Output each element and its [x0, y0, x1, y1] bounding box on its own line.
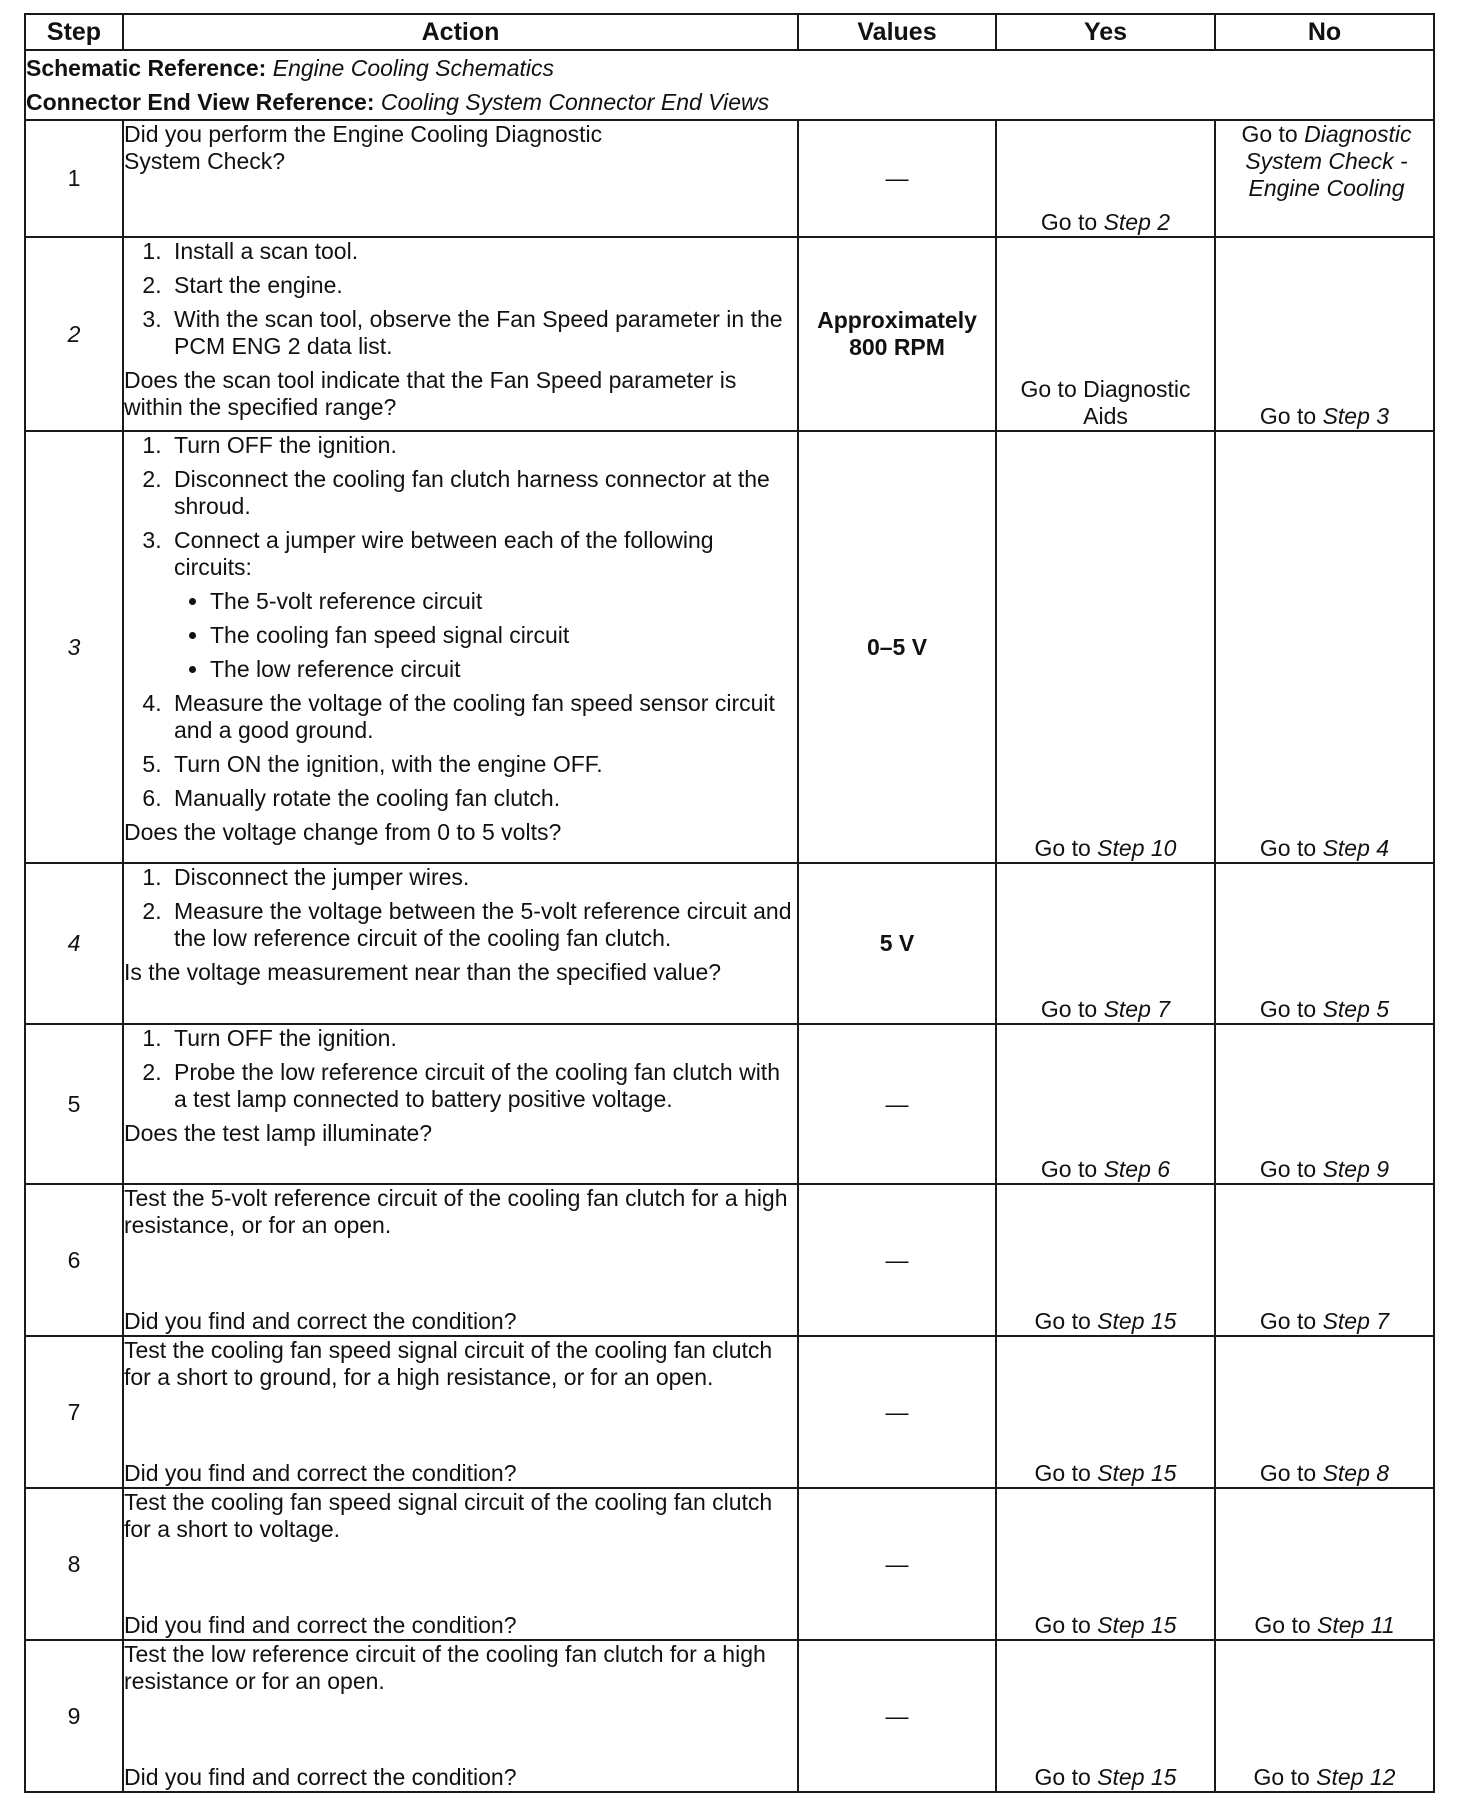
header-action: Action: [123, 14, 798, 50]
table-row: [25, 863, 1434, 1024]
step-number: 4: [25, 863, 123, 1024]
step-number: 5: [25, 1024, 123, 1184]
action-steps: 1. Turn OFF the ignition. 2. Probe the low reference circuit of the cooling fan clutch with a test lamp connected to battery positive voltage.: [124, 1025, 797, 1113]
action-steps: 1. Turn OFF the ignition. 2. Disconnect the cooling fan clutch harness connector at the shroud. 3. Connect a jumper wire between each of the following circuits: • The 5-volt reference circuit • The cooling fan speed signal circuit • The low reference circuit 4. Measure the voltage of the cooling fan speed sensor circuit and a good ground. 5. Turn ON the ignition, with the engine OFF. 6. Manually rotate the cooling fan clutch.: [124, 432, 797, 812]
value-cell: —: [798, 1640, 996, 1792]
action-cell: Test the cooling fan speed signal circuit of the cooling fan clutch for a short to ground, for a high resistance, or for an open. Did you find and correct the condition?: [123, 1336, 798, 1488]
value-cell: 5 V: [798, 863, 996, 1024]
value-cell: —: [798, 1488, 996, 1640]
table-row: [25, 237, 1434, 431]
value-cell: —: [798, 1184, 996, 1336]
action-steps: 1. Install a scan tool. 2. Start the engine. 3. With the scan tool, observe the Fan Speed parameter in the PCM ENG 2 data list.: [124, 238, 797, 360]
value-cell: Approximately 800 RPM: [798, 237, 996, 431]
step-number: 2: [25, 237, 123, 431]
yes-cell[interactable]: Go to Step 10: [996, 431, 1215, 863]
action-cell: Did you perform the Engine Cooling Diagnostic System Check?: [123, 120, 798, 237]
no-cell[interactable]: Go to Step 9: [1215, 1024, 1434, 1184]
action-cell: Test the low reference circuit of the cooling fan clutch for a high resistance or for an open. Did you find and correct the condition?: [123, 1640, 798, 1792]
value-cell: —: [798, 1024, 996, 1184]
no-cell[interactable]: Go to Step 5: [1215, 863, 1434, 1024]
table-row: [25, 1336, 1434, 1488]
table-row: [25, 1488, 1434, 1640]
yes-cell[interactable]: Go to Step 2: [996, 120, 1215, 237]
action-cell: Test the 5-volt reference circuit of the cooling fan clutch for a high resistance, or for an open. Did you find and correct the condition?: [123, 1184, 798, 1336]
step-number: 9: [25, 1640, 123, 1792]
table-row: [25, 431, 1434, 863]
header-no: No: [1215, 14, 1434, 50]
no-cell[interactable]: Go to Step 7: [1215, 1184, 1434, 1336]
connector-reference: Connector End View Reference: Cooling System Connector End Views: [26, 89, 770, 115]
action-cell: 1. Turn OFF the ignition. 2. Disconnect the cooling fan clutch harness connector at the shroud. 3. Connect a jumper wire between each of the following circuits: • The 5-volt reference circuit • The cooling fan speed signal circuit • The low reference circuit 4. Measure the voltage of the cooling fan speed sensor circuit and a good ground. 5. Turn ON the ignition, with the engine OFF. 6. Manually rotate the cooling fan clutch. Does the voltage change from 0 to 5 volts?: [123, 431, 798, 863]
no-cell[interactable]: Go to Step 4: [1215, 431, 1434, 863]
step-number: 6: [25, 1184, 123, 1336]
no-cell[interactable]: Go to Step 8: [1215, 1336, 1434, 1488]
reference-row: [25, 50, 1434, 120]
table-row: [25, 120, 1434, 237]
yes-cell[interactable]: Go to Step 7: [996, 863, 1215, 1024]
yes-cell[interactable]: Go to Step 15: [996, 1640, 1215, 1792]
references-cell: [25, 50, 1434, 120]
header-step: Step: [25, 14, 123, 50]
action-cell: 1. Install a scan tool. 2. Start the engine. 3. With the scan tool, observe the Fan Speed parameter in the PCM ENG 2 data list. Does the scan tool indicate that the Fan Speed parameter is within the specified range?: [123, 237, 798, 431]
no-cell[interactable]: Go to Step 12: [1215, 1640, 1434, 1792]
value-cell: —: [798, 1336, 996, 1488]
step-number: 7: [25, 1336, 123, 1488]
no-cell[interactable]: Go to Diagnostic System Check - Engine Cooling: [1215, 120, 1434, 237]
circuit-list: • The 5-volt reference circuit • The cooling fan speed signal circuit • The low reference circuit: [174, 588, 797, 683]
table-row: [25, 1024, 1434, 1184]
diagnostic-table: [24, 13, 1435, 1793]
action-cell: 1. Disconnect the jumper wires. 2. Measure the voltage between the 5-volt reference circuit and the low reference circuit of the cooling fan clutch. Is the voltage measurement near than the specified value?: [123, 863, 798, 1024]
table-row: [25, 1184, 1434, 1336]
no-cell[interactable]: Go to Step 3: [1215, 237, 1434, 431]
value-cell: 0–5 V: [798, 431, 996, 863]
step-number: 8: [25, 1488, 123, 1640]
table-row: [25, 1640, 1434, 1792]
value-cell: —: [798, 120, 996, 237]
yes-cell[interactable]: Go to Diagnostic Aids: [996, 237, 1215, 431]
header-values: Values: [798, 14, 996, 50]
connector-reference-link[interactable]: Cooling System Connector End Views: [380, 89, 770, 115]
header-row: [25, 14, 1434, 50]
action-cell: Test the cooling fan speed signal circuit of the cooling fan clutch for a short to voltage. Did you find and correct the condition?: [123, 1488, 798, 1640]
header-yes: Yes: [996, 14, 1215, 50]
schematic-reference-link[interactable]: Engine Cooling Schematics: [272, 55, 555, 81]
no-cell[interactable]: Go to Step 11: [1215, 1488, 1434, 1640]
yes-cell[interactable]: Go to Step 15: [996, 1184, 1215, 1336]
yes-cell[interactable]: Go to Step 6: [996, 1024, 1215, 1184]
yes-cell[interactable]: Go to Step 15: [996, 1336, 1215, 1488]
action-cell: 1. Turn OFF the ignition. 2. Probe the low reference circuit of the cooling fan clutch with a test lamp connected to battery positive voltage. Does the test lamp illuminate?: [123, 1024, 798, 1184]
step-number: 3: [25, 431, 123, 863]
action-steps: 1. Disconnect the jumper wires. 2. Measure the voltage between the 5-volt reference circuit and the low reference circuit of the cooling fan clutch.: [124, 864, 797, 952]
yes-cell[interactable]: Go to Step 15: [996, 1488, 1215, 1640]
schematic-reference: Schematic Reference: Engine Cooling Schematics: [26, 55, 555, 81]
step-number: 1: [25, 120, 123, 237]
